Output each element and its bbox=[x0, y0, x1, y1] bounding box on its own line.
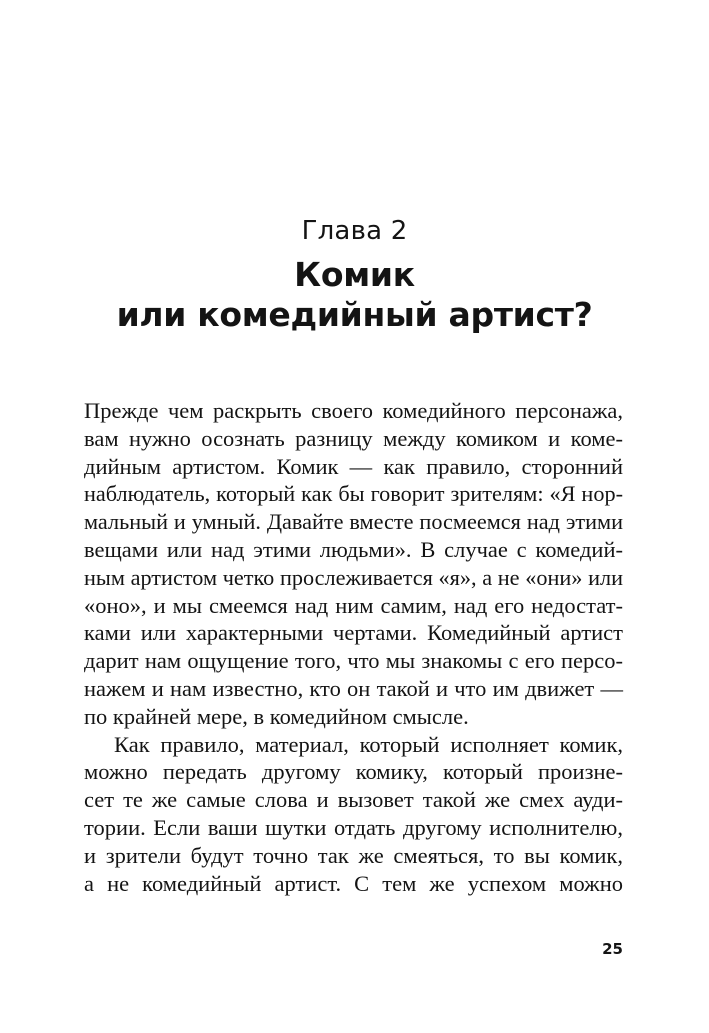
text-line: Как правило, материал, который исполняет комик, bbox=[114, 731, 623, 757]
text-line: наблюдатель, который как бы говорит зрителям: «Я нор- bbox=[84, 481, 623, 507]
text-line: дарит нам ощущение того, что мы знакомы с его персо- bbox=[84, 648, 623, 674]
text-line: Прежде чем раскрыть своего комедийного персонажа, bbox=[84, 398, 623, 423]
text-line: тории. Если ваши шутки отдать другому исполнителю, bbox=[84, 814, 623, 840]
text-line: «оно», и мы смеемся над ним самим, над его недостат- bbox=[84, 592, 623, 618]
text-line: мальный и умный. Давайте вместе посмеемся над этими bbox=[84, 509, 623, 535]
page-number: 25 bbox=[602, 940, 623, 958]
text-line: сет те же самые слова и вызовет такой же смех ауди- bbox=[84, 787, 623, 813]
chapter-title-line: или комедийный артист? bbox=[116, 295, 593, 334]
text-line: дийным артистом. Комик — как правило, сторонний bbox=[84, 453, 623, 479]
chapter-title bbox=[0, 255, 709, 335]
text-line: нажем и нам известно, кто он такой и что им движет — bbox=[84, 675, 623, 701]
text-line: можно передать другому комику, который произне- bbox=[84, 759, 623, 785]
text-line: вам нужно осознать разницу между комиком и коме- bbox=[84, 425, 623, 451]
chapter-title-line: Комик bbox=[294, 255, 415, 294]
chapter-label: Глава 2 bbox=[301, 216, 408, 246]
body-text bbox=[84, 397, 623, 897]
text-line: вещами или над этими людьми». В случае с комедий- bbox=[84, 536, 623, 562]
text-line: и зрители будут точно так же смеяться, то вы комик, bbox=[84, 842, 623, 868]
text-line: ками или характерными чертами. Комедийный артист bbox=[84, 620, 623, 646]
text-line: ным артистом четко прослеживается «я», а не «они» или bbox=[84, 564, 623, 590]
text-line: а не комедийный артист. С тем же успехом можно bbox=[84, 870, 623, 896]
text-line: по крайней мере, в комедийном смысле. bbox=[84, 703, 469, 729]
